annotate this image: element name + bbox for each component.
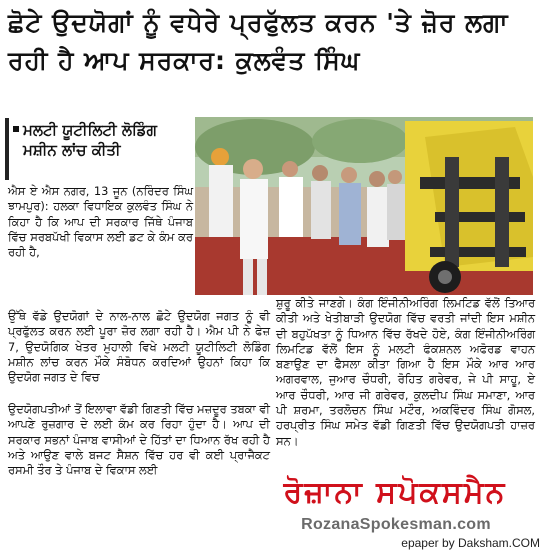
headline: ਛੋਟੇ ਉਦਯੋਗਾਂ ਨੂੰ ਵਧੇਰੇ ਪ੍ਰਫੁੱਲਤ ਕਰਨ 'ਤੇ ਜ਼ੋਰ ਲਗਾ ਰਹੀ ਹੈ ਆਪ ਸਰਕਾਰ: ਕੁਲਵੰਤ ਸਿੰਘ <box>8 8 509 75</box>
article-left-column: ਐਸ ਏ ਐਸ ਨਗਰ, 13 ਜੂਨ (ਨਰਿੰਦਰ ਸਿੰਘ ਝਾਮਪੁਰ): ਹਲਕਾ ਵਿਧਾਇਕ ਕੁਲਵੰਤ ਸਿੰਘ ਨੇ ਕਿਹਾ ਹੈ ਕਿ ਆਪ ਦੀ ਸਰਕਾਰ ਜਿੱਥੇ ਪੰਜਾਬ ਵਿੱਚ ਸਰਬਪੱਖੀ ਵਿਕਾਸ ਲਈ ਡਟ ਕੇ ਕੰਮ ਕਰ ਰਹੀ ਹੈ, <box>8 184 193 260</box>
subheadline: ਮਲਟੀ ਯੂਟੀਲਿਟੀ ਲੋਡਿੰਗ ਮਸ਼ੀਨ ਲਾਂਚ ਕੀਤੀ <box>23 121 157 159</box>
epaper-credit: epaper by Daksham.COM <box>401 536 540 550</box>
brand-logo: ਰੋਜ਼ਾਨਾ ਸਪੋਕਸਮੈਨ <box>283 475 507 510</box>
photo-illustration <box>195 117 533 295</box>
news-photo <box>195 117 533 295</box>
article-paragraph: ਉੱਥੇ ਵੱਡੇ ਉਦਯੋਗਾਂ ਦੇ ਨਾਲ-ਨਾਲ ਛੋਟੇ ਉਦਯੋਗ ਜਗਤ ਨੂੰ ਵੀ ਪ੍ਰਫੁੱਲਤ ਕਰਨ ਲਈ ਪੂਰਾ ਜ਼ੋਰ ਲਗਾ ਰਹੀ ਹੈ। ਐਮ ਪੀ ਨੇ ਫੇਜ਼ 7, ਉਦਯੋਗਿਕ ਖੇਤਰ ਮੁਹਾਲੀ ਵਿਖੇ ਮਲਟੀ ਯੂਟੀਲਿਟੀ ਲੋਡਿੰਗ ਮਸ਼ੀਨ ਲਾਂਚ ਕਰਨ ਮੌਕੇ ਸੰਬੋਧਨ ਕਰਦਿਆਂ ਉਹਨਾਂ ਕਿਹਾ ਕਿ ਉਦਯੋਗ ਜਗਤ ਦੇ ਵਿਚ <box>8 309 270 385</box>
article-bottom-left: ਉਦਯੋਗਪਤੀਆਂ ਤੋਂ ਇਲਾਵਾ ਵੱਡੀ ਗਿਣਤੀ ਵਿੱਚ ਮਜ਼ਦੂਰ ਤਬਕਾ ਵੀ ਆਪਣੇ ਰੁਜ਼ਗਾਰ ਦੇ ਲਈ ਕੰਮ ਕਰ ਰਿਹਾ ਹੁੰਦਾ ਹੈ। ਆਪ ਦੀ ਸਰਕਾਰ ਸਭਨਾਂ ਪੰਜਾਬ ਵਾਸੀਆਂ ਦੇ ਹਿੱਤਾਂ ਦਾ ਧਿਆਨ ਰੱਖ ਰਹੀ ਹੈ ਅਤੇ ਆਉਣ ਵਾਲੇ ਬਜਟ ਸੈਸ਼ਨ ਵਿੱਚ ਹਰ ਵੀ ਕਈ ਪ੍ਰਾਜੈਕਟ ਰਸਮੀ ਤੌਰ ਤੇ ਪੰਜਾਬ ਦੇ ਵਿਕਾਸ ਲਈ <box>8 402 270 478</box>
bullet-marker-icon <box>13 126 19 132</box>
brand-url: RozanaSpokesman.com <box>301 516 491 533</box>
article-right-column: ਸ਼ੁਰੂ ਕੀਤੇ ਜਾਣਗੇ। ਕੰਗ ਇੰਜੀਨੀਅਰਿੰਗ ਲਿਮਟਿਡ ਵੱਲੋਂ ਤਿਆਰ ਕੀਤੀ ਅਤੇ ਖੇਤੀਬਾੜੀ ਉਦਯੋਗ ਵਿੱਚ ਵਰਤੀ ਜਾਂਦੀ ਇਸ ਮਸ਼ੀਨ ਦੀ ਬਹੁਪੱਖਤਾ ਨੂੰ ਧਿਆਨ ਵਿੱਚ ਰੱਖਦੇ ਹੋਏ, ਕੰਗ ਇੰਜੀਨੀਅਰਿੰਗ ਲਿਮਟਿਡ ਵੱਲੋਂ ਇਸ ਨੂੰ ਮਲਟੀ ਫੰਕਸ਼ਨਲ ਅਫੋਰਡ ਵਾਹਨ ਬਣਾਉਣ ਦਾ ਫੈਸਲਾ ਕੀਤਾ ਗਿਆ ਹੈ ਇਸ ਮੌਕੇ ਆਰ ਆਰ ਅਗਰਵਾਲ, ਜੁਆਰ ਚੌਧਰੀ, ਰੋਹਿਤ ਗਰੇਵਰ, ਜੇ ਪੀ ਸਾਹੂ, ਏ ਆਰ ਚੌਧਰੀ, ਆਰ ਜੀ ਗਰੇਵਰ, ਕੁਲਦੀਪ ਸਿੰਘ ਸਮਾਣਾ, ਆਰ ਪੀ ਸ਼ਰਮਾ, ਤਰਲੋਚਨ ਸਿੰਘ ਮਟੌਰ, ਅਕਵਿੰਦਰ ਸਿੰਘ ਗੋਸਲ, ਹਰਪ੍ਰੀਤ ਸਿੰਘ ਸਮੇਤ ਵੱਡੀ ਗਿਣਤੀ ਵਿੱਚ ਉਦਯੋਗਪਤੀ ਹਾਜ਼ਰ ਸਨ। <box>276 296 535 448</box>
subheadline-box <box>5 118 190 180</box>
